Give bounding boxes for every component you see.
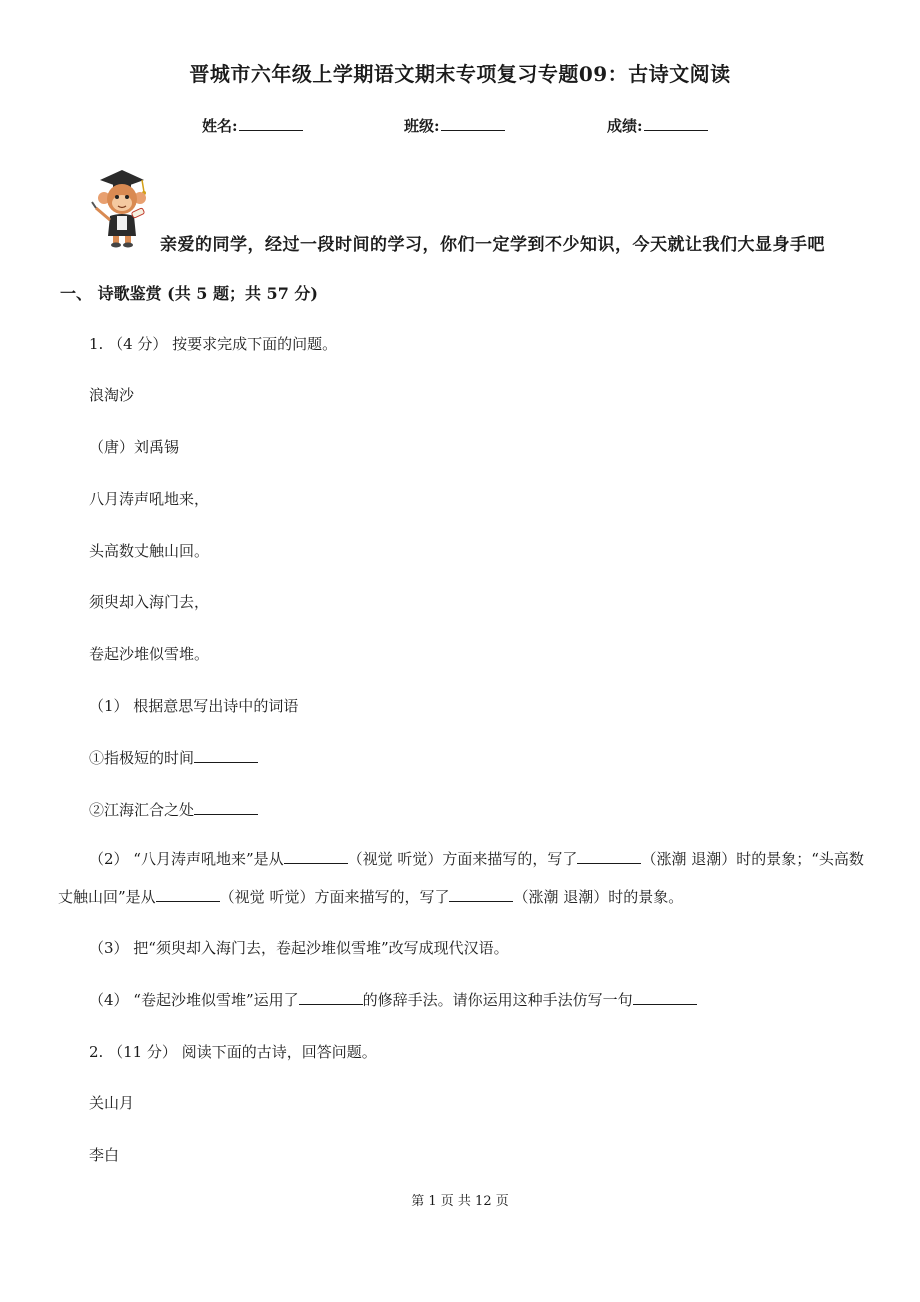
q1-poem-line: 头高数丈触山回。 — [89, 542, 210, 560]
answer-blank[interactable] — [449, 886, 513, 902]
q1-sub2-text: （涨潮 退潮）时的景象；“头高数丈触山回”是从 — [58, 850, 864, 906]
q1-sub2 — [58, 840, 866, 916]
score-field — [607, 115, 708, 136]
greeting-text: 亲爱的同学，经过一段时间的学习，你们一定学到不少知识，今天就让我们大显身手吧 — [160, 235, 825, 255]
q2-stem: 2. （11 分） 阅读下面的古诗，回答问题。 — [89, 1043, 377, 1061]
q1-sub2-text: （视觉 听觉）方面来描写的，写了 — [347, 850, 578, 868]
q1-poem-author: （唐）刘禹锡 — [89, 438, 180, 456]
student-info-row — [0, 115, 920, 137]
q1-sub4-text: 的修辞手法。请你运用这种手法仿写一句 — [362, 991, 633, 1009]
class-label: 班级: — [404, 117, 440, 135]
answer-blank[interactable] — [299, 989, 363, 1005]
q1-sub2-text: （涨潮 退潮）时的景象。 — [513, 888, 684, 906]
page-footer: 第 1 页 共 12 页 — [411, 1194, 509, 1209]
answer-blank[interactable] — [577, 848, 641, 864]
answer-blank[interactable] — [284, 848, 348, 864]
q1-sub3: （3） 把“须臾却入海门去，卷起沙堆似雪堆”改写成现代汉语。 — [89, 939, 509, 957]
q1-poem-line: 卷起沙堆似雪堆。 — [89, 645, 210, 663]
q2-poem-author: 李白 — [89, 1146, 120, 1164]
q1-sub1-a-text: ①指极短的时间 — [89, 749, 195, 767]
answer-blank[interactable] — [156, 886, 220, 902]
q1-sub1: （1） 根据意思写出诗中的词语 — [89, 697, 299, 715]
q1-sub1-b-text: ②江海汇合之处 — [89, 801, 195, 819]
name-field — [202, 115, 303, 136]
student-mascot-image — [86, 166, 158, 248]
q1-sub4 — [89, 989, 697, 1010]
q1-sub4-text: （4） “卷起沙堆似雪堆”运用了 — [89, 991, 299, 1009]
score-label: 成绩: — [607, 117, 643, 135]
name-label: 姓名: — [202, 117, 238, 135]
q1-poem-line: 八月涛声吼地来， — [89, 490, 210, 508]
answer-blank[interactable] — [633, 989, 697, 1005]
name-blank — [239, 116, 303, 131]
class-blank — [441, 116, 505, 131]
q1-sub2-text: （视觉 听觉）方面来描写的，写了 — [219, 888, 450, 906]
page-title: 晋城市六年级上学期语文期末专项复习专题09：古诗文阅读 — [189, 62, 731, 86]
class-field — [404, 115, 505, 136]
q1-stem: 1. （4 分） 按要求完成下面的问题。 — [89, 335, 338, 353]
q1-sub2-text: （2） “八月涛声吼地来”是从 — [89, 850, 284, 868]
answer-blank[interactable] — [194, 799, 258, 815]
section-heading: 一、 诗歌鉴赏 (共 5 题；共 57 分) — [60, 284, 318, 303]
q2-poem-title: 关山月 — [89, 1094, 135, 1112]
q1-poem-title: 浪淘沙 — [89, 386, 135, 404]
answer-blank[interactable] — [194, 747, 258, 763]
q1-sub1-a — [89, 747, 258, 768]
q1-poem-line: 须臾却入海门去， — [89, 593, 210, 611]
score-blank — [644, 116, 708, 131]
q1-sub1-b — [89, 799, 258, 820]
